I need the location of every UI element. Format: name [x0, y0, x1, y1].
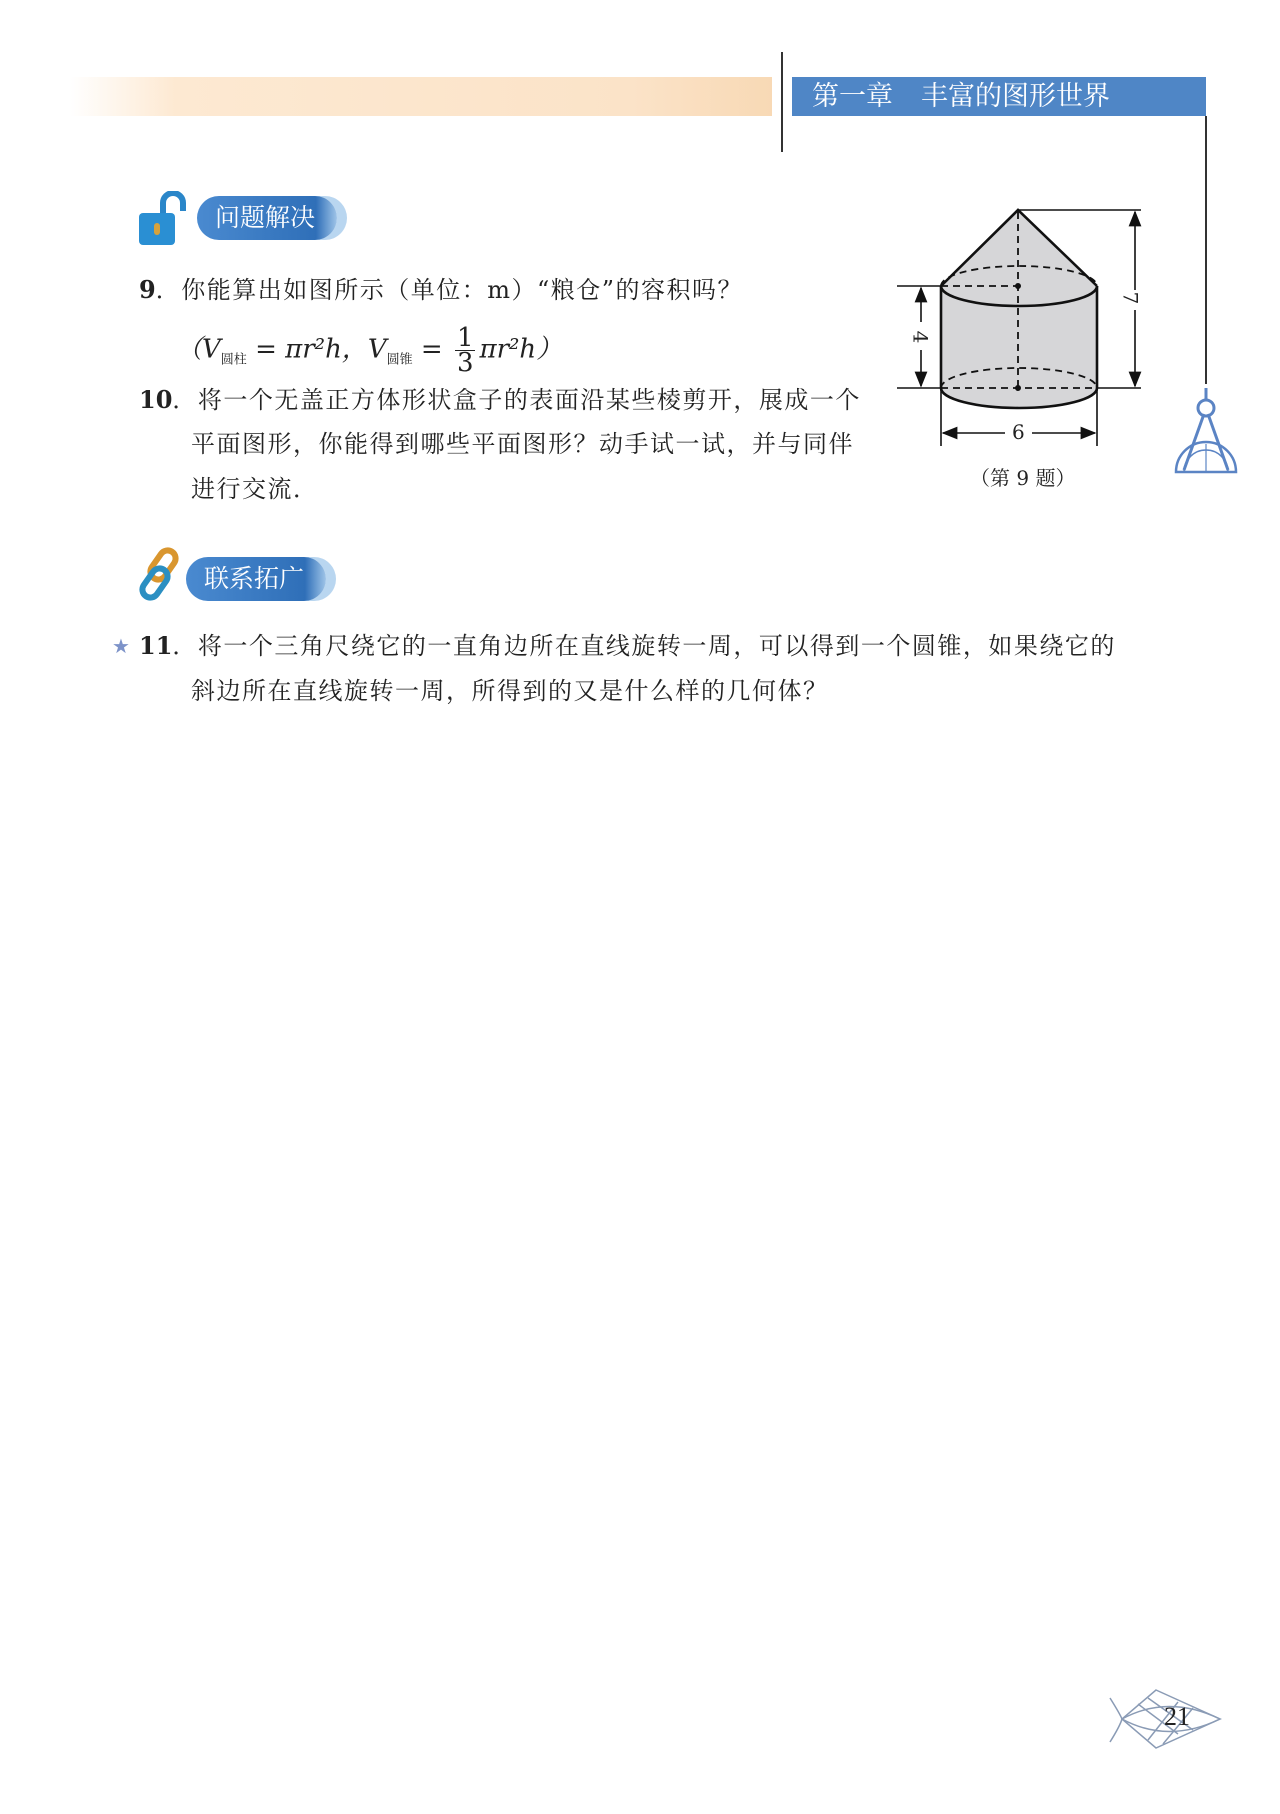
- chapter-number: 第一章: [812, 81, 893, 112]
- section-badge-problem-solving: 问题解决: [197, 196, 337, 240]
- page-number: 21: [1164, 1702, 1190, 1731]
- formula-part: = πr²h，: [246, 334, 368, 365]
- dimension-label-cylinder-height: 4: [908, 330, 933, 344]
- question-number: 10: [139, 385, 173, 414]
- question-text: 你能算出如图所示（单位：m）“粮仓”的容积吗？: [181, 276, 743, 304]
- formula-sub: 圆柱: [220, 352, 247, 368]
- dimension-label-height-total: 7: [1118, 291, 1143, 305]
- formula-v: V: [202, 334, 221, 365]
- dimension-label-diameter: 6: [1012, 420, 1025, 444]
- denominator: 3: [456, 348, 474, 378]
- question-text-line: 将一个三角尺绕它的一直角边所在直线旋转一周，可以得到一个圆锥，如果绕它的: [197, 632, 1116, 660]
- question-text-line: 平面图形，你能得到哪些平面图形？动手试一试，并与同伴: [191, 430, 854, 458]
- paren-close: ）: [536, 334, 563, 365]
- formula-sub: 圆锥: [386, 352, 413, 368]
- question-text-line: 将一个无盖正方体形状盒子的表面沿某些棱剪开，展成一个: [197, 386, 861, 414]
- numerator: 1: [456, 323, 474, 353]
- volume-formula: [176, 323, 563, 378]
- question-text-line: 进行交流．: [191, 475, 319, 503]
- header-divider: [781, 52, 783, 152]
- question-text-line: 斜边所在直线旋转一周，所得到的又是什么样的几何体？: [191, 677, 829, 705]
- formula-part: =: [412, 334, 451, 365]
- figure-caption: （第 9 题）: [970, 466, 1076, 490]
- granary-figure: [0, 0, 1, 1]
- question-10: 10．将一个无盖正方体形状盒子的表面沿某些棱剪开，展成一个: [139, 385, 861, 414]
- compass-protractor-icon: [1170, 386, 1242, 478]
- section-badge-extension: 联系拓广: [186, 557, 326, 601]
- chain-link-icon: [133, 545, 193, 605]
- chapter-header: [792, 77, 1206, 116]
- paren-open: （: [176, 334, 203, 365]
- question-number: 11: [139, 631, 173, 660]
- unlocked-padlock-icon: [137, 191, 193, 247]
- header-decoration-band: [70, 77, 772, 116]
- chapter-title: 丰富的图形世界: [921, 81, 1110, 112]
- fraction: [455, 323, 476, 378]
- formula-part: πr²h: [479, 334, 537, 365]
- question-9: 9．你能算出如图所示（单位：m）“粮仓”的容积吗？: [139, 275, 743, 304]
- granary-body: [941, 210, 1097, 408]
- star-icon: ★: [112, 634, 130, 658]
- question-number: 9: [139, 275, 156, 304]
- question-11: 11．将一个三角尺绕它的一直角边所在直线旋转一周，可以得到一个圆锥，如果绕它的: [139, 631, 1116, 660]
- margin-line: [1205, 116, 1207, 384]
- formula-v: V: [367, 334, 387, 365]
